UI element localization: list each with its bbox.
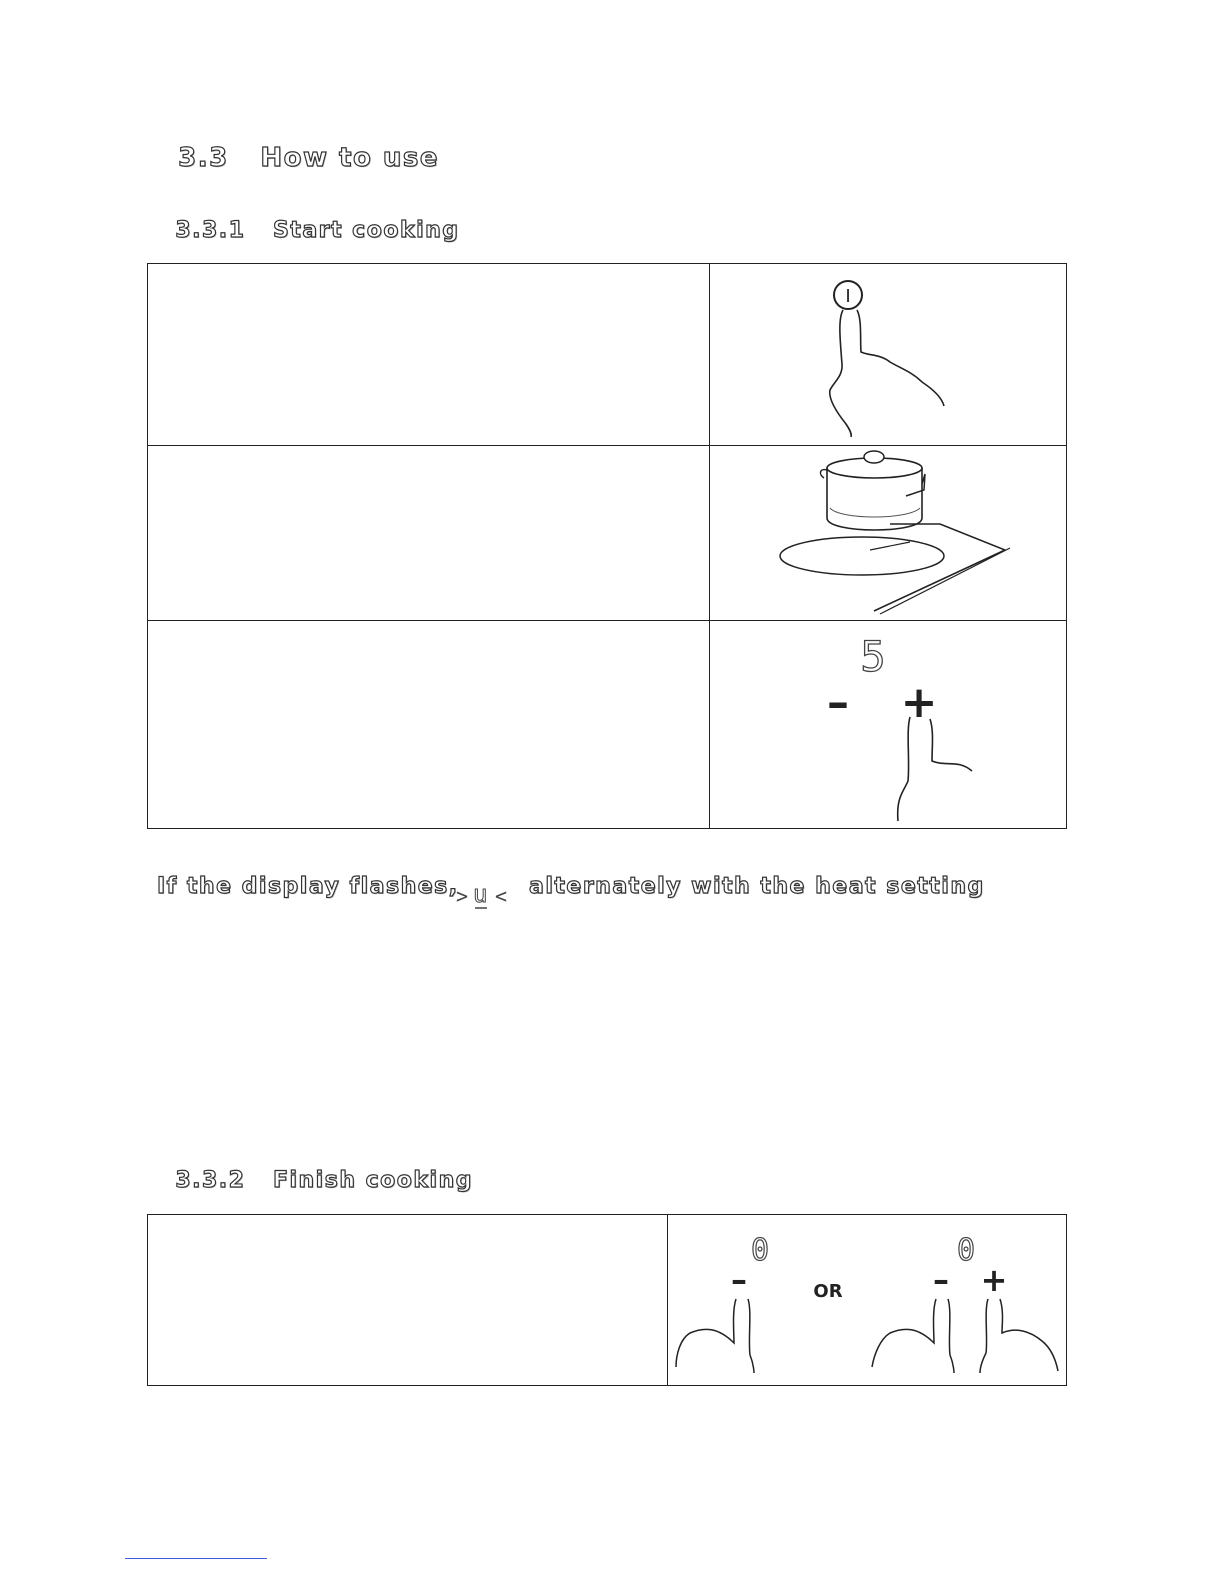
step-figure-cell: [710, 264, 1067, 446]
section-title: How to use: [260, 143, 439, 173]
step-text-cell: [148, 264, 710, 446]
table-row: [148, 621, 1067, 829]
step-text-cell: [148, 1215, 668, 1386]
start-cooking-table: [147, 263, 1067, 829]
section-heading: [157, 113, 439, 173]
minus-icon: –: [933, 1261, 949, 1299]
plus-icon: +: [980, 1261, 1008, 1299]
table-row: [148, 264, 1067, 446]
flash-symbol: u: [473, 880, 488, 908]
heat-display-icon: 0: [956, 1233, 976, 1268]
flash-note-prefix: If the display flashes,: [157, 874, 459, 899]
finish-cooking-table: [147, 1214, 1067, 1386]
subsection-number: 3.3.1: [175, 218, 246, 243]
minus-icon: –: [827, 677, 849, 728]
table-row: [148, 446, 1067, 621]
power-button-icon: [834, 281, 862, 309]
finger-press-icon: [872, 1299, 954, 1373]
subsection-title: Start cooking: [272, 218, 460, 243]
step-figure-cell: [668, 1215, 1067, 1386]
pot-on-hob-icon: [710, 446, 1066, 620]
finger-press-icon: [830, 310, 944, 437]
finger-press-icon: [898, 717, 972, 821]
finish-cooking-heading: [157, 1143, 473, 1193]
heat-display-icon: 5: [860, 632, 886, 681]
or-label: OR: [813, 1281, 843, 1302]
svg-text:>: >: [456, 884, 469, 908]
flash-display-icon: [447, 876, 517, 916]
section-number: 3.3: [178, 143, 229, 173]
flash-note: [157, 868, 1057, 908]
flash-note-suffix: alternately with the heat setting: [529, 874, 985, 899]
step-text-cell: [148, 446, 710, 621]
finger-press-icon: [676, 1299, 754, 1373]
heat-setting-figure: [710, 621, 1066, 828]
minus-icon: –: [731, 1261, 747, 1299]
finish-cooking-figure: [668, 1215, 1066, 1385]
step-figure-cell: [710, 446, 1067, 621]
table-row: [148, 1215, 1067, 1386]
footnote-rule: [125, 1558, 267, 1559]
subsection-title: Finish cooking: [272, 1168, 473, 1193]
finger-press-icon: [980, 1299, 1058, 1373]
power-press-figure: [710, 264, 1066, 445]
start-cooking-heading: [157, 193, 460, 243]
subsection-number: 3.3.2: [175, 1168, 246, 1193]
step-text-cell: [148, 621, 710, 829]
plus-icon: +: [900, 677, 938, 728]
power-symbol: I: [845, 286, 851, 307]
svg-text:<: <: [495, 884, 508, 908]
heat-display-icon: 0: [750, 1233, 770, 1268]
step-figure-cell: [710, 621, 1067, 829]
